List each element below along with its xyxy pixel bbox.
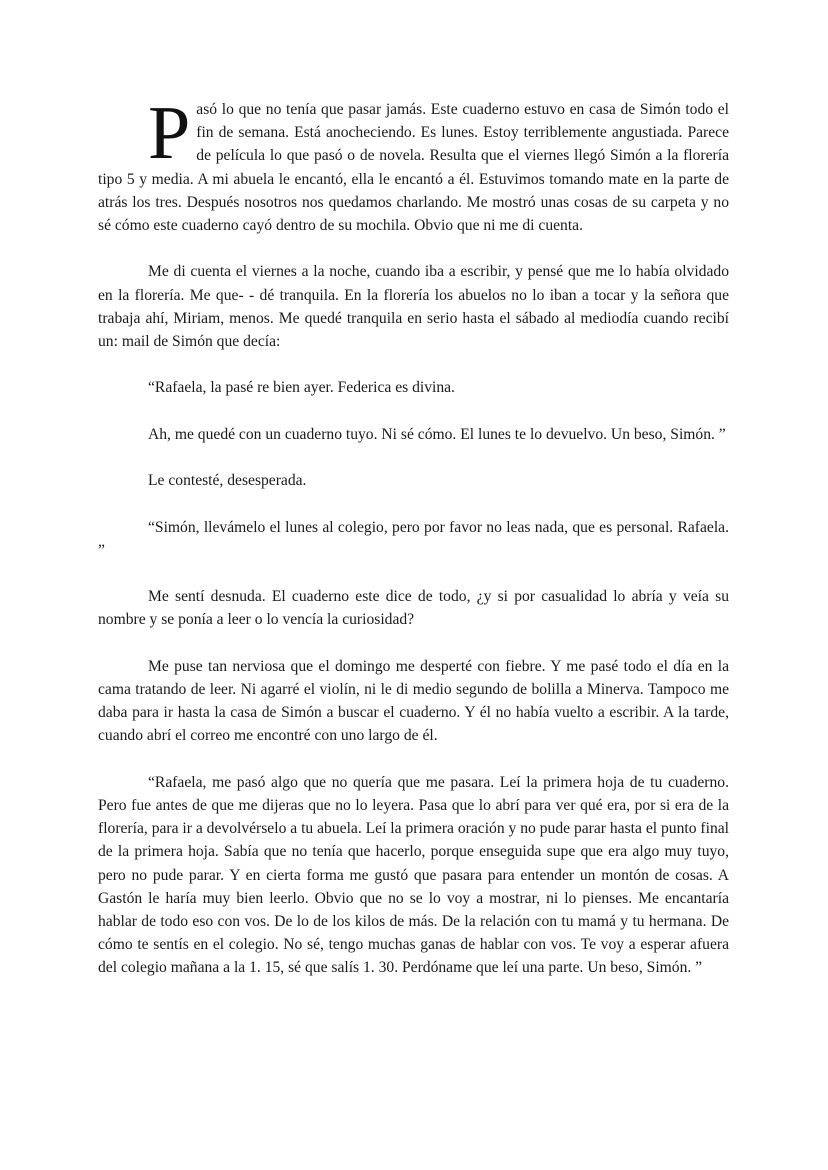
drop-cap-letter: P	[148, 91, 191, 175]
paragraph-3: “Rafaela, la pasé re bien ayer. Federica es divina.	[148, 379, 455, 397]
paragraph-8: Me puse tan nerviosa que el domingo me desperté con fiebre. Y me pasé todo el día en la cama tratando de leer. Ni agarré el violín, ni le di medio segundo de bolilla a Minerva. Tampoco me daba para ir hasta la casa de Simón a buscar el cuaderno. Y él no había vuelto a escribir. A la tarde, cuando abrí el correo me encontré con uno largo de él.	[98, 657, 729, 745]
paragraph-6: “Simón, llevámelo el lunes al colegio, pero por favor no leas nada, que es personal. Rafaela. ”	[98, 518, 729, 559]
document-page	[98, 91, 729, 1003]
paragraph-9: “Rafaela, me pasó algo que no quería que me pasara. Leí la primera hoja de tu cuaderno. Pero fue antes de que me dijeras que no lo leyera. Pasa que lo abrí para ver qué era, por si era de la florería, para ir a devolvérselo a tu abuela. Leí la primera oración y no pude parar hasta el punto final de la primera hoja. Sabía que no tenía que hacerlo, porque enseguida supe que era algo muy tuyo, pero no pude parar. Y en cierta forma me gustó que pasara para entender un montón de cosas. A Gastón le haría muy bien leerlo. Obvio que no se lo voy a mostrar, ni lo pienses. Me encantaría hablar de todo eso con vos. De lo de los kilos de más. De la relación con tu mamá y tu hermana. De cómo te sentís en el colegio. No sé, tengo muchas ganas de hablar con vos. Te voy a esperar afuera del colegio mañana a la 1. 15, sé que salís 1. 30. Perdóname que leí una parte. Un beso, Simón. ”	[98, 773, 729, 977]
paragraph-2: Me di cuenta el viernes a la noche, cuando iba a escribir, y pensé que me lo había olvidado en la florería. Me que- - dé tranquila. En la florería los abuelos no lo iban a tocar y la señora que trabaja ahí, Miriam, menos. Me quedé tranquila en serio hasta el sábado al mediodía cuando recibí un: mail de Simón que decía:	[98, 263, 729, 351]
paragraph-7: Me sentí desnuda. El cuaderno este dice de todo, ¿y si por casualidad lo abría y veía su nombre y se ponía a leer o lo vencía la curiosidad?	[98, 588, 729, 629]
paragraph-1-text: asó lo que no tenía que pasar jamás. Este cuaderno estuvo en casa de Simón todo el fin de semana. Está anocheciendo. Es lunes. Estoy terriblemente angustiada. Parece de película lo que pasó o de novela. Resulta que el viernes llegó Simón a la florería tipo 5 y media. A mi abuela le encantó, ella le encantó a él. Estuvimos tomando mate en la parte de atrás los tres. Después nosotros nos quedamos charlando. Me mostró unas cosas de su carpeta y no sé cómo este cuaderno cayó dentro de su mochila. Obvio que ni me di cuenta.	[98, 101, 729, 235]
paragraph-1	[98, 91, 729, 237]
paragraph-4: Ah, me quedé con un cuaderno tuyo. Ni sé cómo. El lunes te lo devuelvo. Un beso, Simón. ”	[148, 425, 726, 443]
paragraph-5: Le contesté, desesperada.	[148, 472, 307, 490]
